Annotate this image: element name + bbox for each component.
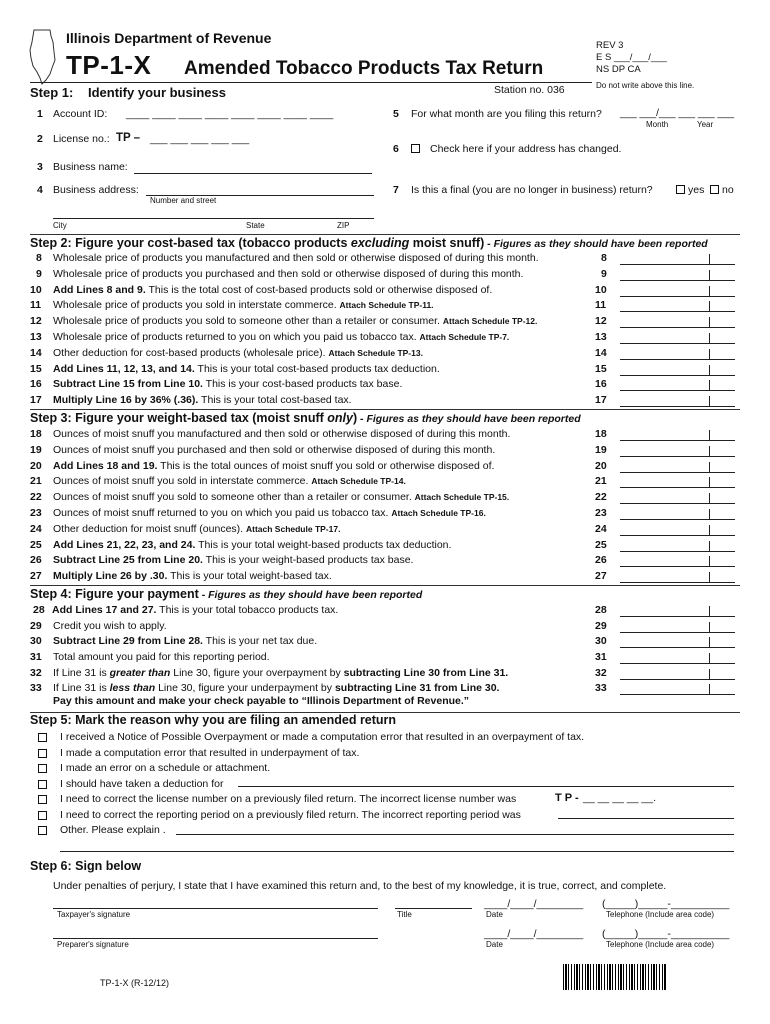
- line-ref-number: 19: [595, 443, 607, 456]
- taxpayer-date-label: Date: [486, 910, 503, 919]
- business-name-label: Business name:: [53, 161, 128, 173]
- line-text: Add Lines 18 and 19. This is the total ounces of moist snuff you sold or otherwise disposed of.: [53, 459, 495, 472]
- business-address-label: Business address:: [53, 184, 139, 196]
- line-text: Other deduction for moist snuff (ounces). Attach Schedule TP-17.: [53, 522, 341, 535]
- cents-separator: [709, 380, 710, 390]
- street-sublabel: Number and street: [150, 196, 217, 205]
- line-text: Add Lines 21, 22, 23, and 24. This is your total weight-based products tax deduction.: [53, 538, 452, 551]
- line-text: Wholesale price of products you purchased and then sold or otherwise disposed of during this month.: [53, 267, 524, 280]
- line-number: 17: [30, 394, 42, 407]
- line-ref-number: 14: [595, 346, 607, 359]
- line-number: 11: [30, 299, 42, 312]
- taxpayer-phone-field[interactable]: (_____)_____-__________: [602, 898, 730, 910]
- final-return-no-label: no: [722, 184, 734, 196]
- cents-separator: [709, 301, 710, 311]
- reason-label: I need to correct the license number on a previously filed return. The incorrect license number was: [60, 793, 517, 805]
- amount-field[interactable]: [620, 327, 735, 328]
- line-text: Multiply Line 26 by .30. This is your total weight-based tax.: [53, 570, 332, 583]
- line-number: 8: [36, 252, 42, 264]
- line-number: 9: [36, 267, 42, 280]
- line-text: Ounces of moist snuff you manufactured and then sold or otherwise disposed of during this month.: [53, 428, 511, 440]
- line-text: Wholesale price of products returned to you on which you paid us tobacco tax. Attach Schedule TP-7.: [53, 331, 510, 343]
- line-number: 10: [30, 283, 42, 296]
- amount-field[interactable]: [620, 694, 735, 695]
- title-field[interactable]: [395, 908, 472, 909]
- line-ref-number: 15: [595, 362, 607, 375]
- form-id: TP-1-X: [66, 50, 152, 80]
- amount-field[interactable]: [620, 406, 735, 407]
- line-text: Add Lines 8 and 9. This is the total cost of cost-based products sold or otherwise disposed of.: [53, 283, 493, 296]
- reason-checkbox[interactable]: [38, 764, 47, 773]
- address-changed-checkbox[interactable]: [411, 144, 420, 153]
- preparer-date-label: Date: [486, 940, 503, 949]
- line5-number: 5: [393, 108, 399, 120]
- line-ref-number: 10: [595, 283, 607, 296]
- line6-number: 6: [393, 143, 399, 155]
- reason-checkbox[interactable]: [38, 795, 47, 804]
- amount-field[interactable]: [620, 359, 735, 360]
- amount-field[interactable]: [620, 343, 735, 344]
- line32-text: If Line 31 is greater than Line 30, figure your overpayment by subtracting Line 30 from Line 31.: [53, 667, 509, 679]
- reason-label: Other. Please explain .: [60, 824, 166, 836]
- filing-month-label: For what month are you filing this return?: [411, 108, 602, 120]
- line-number: 23: [30, 507, 42, 519]
- line31-number: 31: [30, 651, 42, 663]
- line3-number: 3: [37, 161, 43, 173]
- line-text: Wholesale price of products you sold to someone other than a retailer or consumer. Attach Schedule TP-12.: [53, 315, 538, 328]
- line-text: Multiply Line 16 by 36% (.36). This is your total cost-based tax.: [53, 394, 352, 407]
- step5-title: Step 5: Mark the reason why you are filing an amended return: [30, 713, 397, 727]
- state-sublabel: State: [246, 221, 265, 230]
- amount-field[interactable]: [620, 551, 735, 552]
- line-ref-number: 11: [595, 299, 607, 312]
- cents-separator: [709, 396, 710, 406]
- line-number: 27: [30, 570, 42, 583]
- amount-field[interactable]: [620, 663, 735, 664]
- cents-separator: [709, 493, 710, 503]
- amount-field[interactable]: [620, 582, 735, 583]
- line-ref-number: 25: [595, 538, 607, 551]
- line-ref-number: 12: [595, 315, 607, 328]
- reason-checkbox[interactable]: [38, 826, 47, 835]
- line-text: Ounces of moist snuff you purchased and then sold or otherwise disposed of during this month.: [53, 443, 496, 456]
- line30-text: Subtract Line 29 from Line 28. This is your net tax due.: [53, 635, 318, 647]
- line-ref-number: 23: [595, 507, 607, 519]
- taxpayer-phone-label: Telephone (Include area code): [606, 910, 715, 919]
- payment-note: Pay this amount and make your check payable to “Illinois Department of Revenue.”: [53, 695, 470, 707]
- cents-separator: [709, 254, 710, 264]
- line-number: 22: [30, 491, 42, 504]
- cents-separator: [709, 606, 710, 616]
- license-prefix: TP –: [116, 132, 141, 144]
- line-number: 13: [30, 331, 42, 343]
- address-changed-label: Check here if your address has changed.: [430, 143, 622, 155]
- illinois-state-outline-icon: [28, 28, 58, 86]
- cents-separator: [709, 525, 710, 535]
- cents-separator: [709, 653, 710, 663]
- cents-separator: [709, 270, 710, 280]
- line-ref-number: 18: [595, 428, 607, 440]
- line-ref-number: 33: [595, 682, 607, 694]
- reason-label: I received a Notice of Possible Overpayment or made a computation error that resulted in an overpayment of tax.: [60, 731, 585, 743]
- line-ref-number: 20: [595, 459, 607, 472]
- line-number: 25: [30, 538, 42, 551]
- line-number: 14: [30, 346, 42, 359]
- step3-title: Step 3: Figure your weight-based tax (moist snuff only) - Figures as they should have been reported: [30, 411, 581, 425]
- cents-separator: [709, 684, 710, 694]
- line29-number: 29: [30, 620, 42, 632]
- line-text: Ounces of moist snuff you sold to someone other than a retailer or consumer. Attach Schedule TP-15.: [53, 491, 510, 504]
- es-line: E S ___/___/___: [596, 52, 667, 63]
- cents-separator: [709, 349, 710, 359]
- other-explain-field[interactable]: [176, 834, 734, 835]
- cents-separator: [709, 365, 710, 375]
- reason-checkbox[interactable]: [38, 749, 47, 758]
- cents-separator: [709, 622, 710, 632]
- preparer-date-field[interactable]: ____/____/________: [484, 928, 584, 940]
- do-not-write-note: Do not write above this line.: [596, 81, 695, 90]
- line-number: 16: [30, 378, 42, 391]
- filing-month-field[interactable]: ___ ___/___ ___ ___ ___: [620, 108, 734, 119]
- line-number: 18: [30, 428, 42, 440]
- amount-field[interactable]: [620, 632, 735, 633]
- preparer-phone-label: Telephone (Include area code): [606, 940, 715, 949]
- cents-separator: [709, 286, 710, 296]
- reason-checkbox[interactable]: [38, 780, 47, 789]
- line-ref-number: 8: [601, 252, 607, 264]
- amount-field[interactable]: [620, 535, 735, 536]
- amount-field[interactable]: [620, 679, 735, 680]
- line-ref-number: 21: [595, 475, 607, 488]
- line-ref-number: 22: [595, 491, 607, 504]
- account-id-field[interactable]: ____ ____ ____ ____ ____ ____ ____ ____: [126, 108, 334, 120]
- reason-label: I made an error on a schedule or attachment.: [60, 762, 271, 774]
- step2-title: Step 2: Figure your cost-based tax (tobacco products excluding moist snuff) - Figures as they should have been reported: [30, 236, 708, 250]
- reason-label: I made a computation error that resulted in underpayment of tax.: [60, 746, 360, 759]
- step1-title: Identify your business: [88, 85, 226, 100]
- final-return-no-checkbox[interactable]: [710, 185, 719, 194]
- business-name-field[interactable]: [134, 173, 372, 174]
- preparer-signature-field[interactable]: [53, 938, 378, 939]
- city-sublabel: City: [53, 221, 67, 230]
- amount-field[interactable]: [620, 456, 735, 457]
- amount-field[interactable]: [620, 519, 735, 520]
- line28-number: 28: [33, 604, 45, 616]
- line-text: Wholesale price of products you sold in interstate commerce. Attach Schedule TP-11.: [53, 299, 434, 312]
- cents-separator: [709, 430, 710, 440]
- line4-number: 4: [37, 184, 43, 196]
- taxpayer-signature-label: Taxpayer's signature: [57, 910, 131, 919]
- line-ref-number: 30: [595, 635, 607, 647]
- line7-number: 7: [393, 184, 399, 196]
- final-return-yes-label: yes: [688, 184, 705, 196]
- tp-prefix: T P -: [555, 792, 579, 804]
- form-code: TP-1-X (R-12/12): [100, 978, 170, 988]
- account-id-label: Account ID:: [53, 108, 108, 120]
- preparer-phone-field[interactable]: (_____)_____-__________: [602, 928, 730, 940]
- line29-text: Credit you wish to apply.: [53, 620, 167, 632]
- line-ref-number: 31: [595, 651, 607, 663]
- amount-field[interactable]: [620, 503, 735, 504]
- reason-checkbox[interactable]: [38, 811, 47, 820]
- line-ref-number: 13: [595, 331, 607, 343]
- line-text: Ounces of moist snuff returned to you on which you paid us tobacco tax. Attach Schedule TP-16.: [53, 507, 486, 519]
- zip-sublabel: ZIP: [337, 221, 350, 230]
- reason-label: I should have taken a deduction for: [60, 777, 224, 790]
- step4-title: Step 4: Figure your payment - Figures as they should have been reported: [30, 587, 423, 601]
- line-ref-number: 9: [601, 267, 607, 280]
- line31-text: Total amount you paid for this reporting period.: [53, 651, 270, 663]
- department-name: Illinois Department of Revenue: [66, 30, 272, 46]
- barcode: [563, 964, 667, 990]
- license-no-label: License no.:: [53, 133, 110, 145]
- city-state-zip-field[interactable]: [53, 218, 374, 219]
- line-ref-number: 17: [595, 394, 607, 407]
- cents-separator: [709, 477, 710, 487]
- line-text: Wholesale price of products you manufactured and then sold or otherwise disposed of during this month.: [53, 252, 539, 264]
- amount-field[interactable]: [620, 472, 735, 473]
- line32-number: 32: [30, 667, 42, 679]
- line-ref-number: 16: [595, 378, 607, 391]
- license-no-field[interactable]: ___ ___ ___ ___ ___: [150, 133, 250, 145]
- amount-field[interactable]: [620, 375, 735, 376]
- line-ref-number: 27: [595, 570, 607, 583]
- deduction-field[interactable]: [238, 786, 734, 787]
- cents-separator: [709, 541, 710, 551]
- taxpayer-signature-field[interactable]: [53, 908, 378, 909]
- form-title: Amended Tobacco Products Tax Return: [184, 58, 544, 79]
- incorrect-license-field[interactable]: __ __ __ __ __.: [583, 792, 656, 804]
- line-ref-number: 32: [595, 667, 607, 679]
- preparer-signature-label: Preparer's signature: [57, 940, 129, 949]
- cents-separator: [709, 556, 710, 566]
- cents-separator: [709, 509, 710, 519]
- other-explain-field-2[interactable]: [60, 851, 734, 852]
- line-text: Subtract Line 25 from Line 20. This is your weight-based products tax base.: [53, 554, 414, 567]
- reason-label: I need to correct the reporting period on a previously filed return. The incorrect reporting period was: [60, 808, 521, 821]
- line-text: Other deduction for cost-based products (wholesale price). Attach Schedule TP-13.: [53, 346, 423, 359]
- line-number: 26: [30, 554, 42, 567]
- cents-separator: [709, 572, 710, 582]
- amount-field[interactable]: [620, 296, 735, 297]
- month-sublabel: Month: [646, 120, 669, 129]
- perjury-statement: Under penalties of perjury, I state that I have examined this return and, to the best of my knowledge, it is true, correct, and complete.: [53, 880, 667, 892]
- line-ref-number: 24: [595, 522, 607, 535]
- cents-separator: [709, 333, 710, 343]
- amount-field[interactable]: [620, 566, 735, 567]
- line-ref-number: 29: [595, 620, 607, 632]
- reason-checkbox[interactable]: [38, 733, 47, 742]
- station-number: Station no. 036: [494, 84, 565, 96]
- cents-separator: [709, 462, 710, 472]
- final-return-yes-checkbox[interactable]: [676, 185, 685, 194]
- line-number: 24: [30, 522, 42, 535]
- office-codes: NS DP CA: [596, 64, 641, 75]
- line-number: 21: [30, 475, 42, 488]
- line2-number: 2: [37, 133, 43, 145]
- cents-separator: [709, 669, 710, 679]
- title-label: Title: [397, 910, 412, 919]
- rev-number: REV 3: [596, 40, 624, 51]
- line30-number: 30: [30, 635, 42, 647]
- year-sublabel: Year: [697, 120, 714, 129]
- step6-title: Step 6: Sign below: [30, 859, 142, 873]
- line33-text: If Line 31 is less than Line 30, figure your underpayment by subtracting Line 31 from Line 30.: [53, 682, 500, 694]
- line-number: 19: [30, 443, 42, 456]
- cents-separator: [709, 317, 710, 327]
- line-ref-number: 26: [595, 554, 607, 567]
- cents-separator: [709, 446, 710, 456]
- line1-number: 1: [37, 108, 43, 120]
- taxpayer-date-field[interactable]: ____/____/________: [484, 898, 584, 910]
- cents-separator: [709, 637, 710, 647]
- amount-field[interactable]: [620, 311, 735, 312]
- line33-number: 33: [30, 682, 42, 694]
- line-number: 20: [30, 459, 42, 472]
- amount-field[interactable]: [620, 647, 735, 648]
- line-text: Ounces of moist snuff you sold in interstate commerce. Attach Schedule TP-14.: [53, 475, 406, 488]
- line28-text: Add Lines 17 and 27. This is your total tobacco products tax.: [52, 604, 339, 616]
- amount-field[interactable]: [620, 390, 735, 391]
- final-return-label: Is this a final (you are no longer in business) return?: [411, 184, 653, 196]
- amount-field[interactable]: [620, 280, 735, 281]
- line-ref-number: 28: [595, 604, 607, 616]
- line-text: Subtract Line 15 from Line 10. This is your cost-based products tax base.: [53, 378, 403, 391]
- line-number: 12: [30, 315, 42, 328]
- line-text: Add Lines 11, 12, 13, and 14. This is your total cost-based products tax deduction.: [53, 362, 440, 375]
- amount-field[interactable]: [620, 616, 735, 617]
- line-number: 15: [30, 362, 42, 375]
- amount-field[interactable]: [620, 264, 735, 265]
- step1-label: Step 1:: [30, 85, 74, 100]
- incorrect-period-field[interactable]: [558, 818, 734, 819]
- amount-field[interactable]: [620, 487, 735, 488]
- amount-field[interactable]: [620, 440, 735, 441]
